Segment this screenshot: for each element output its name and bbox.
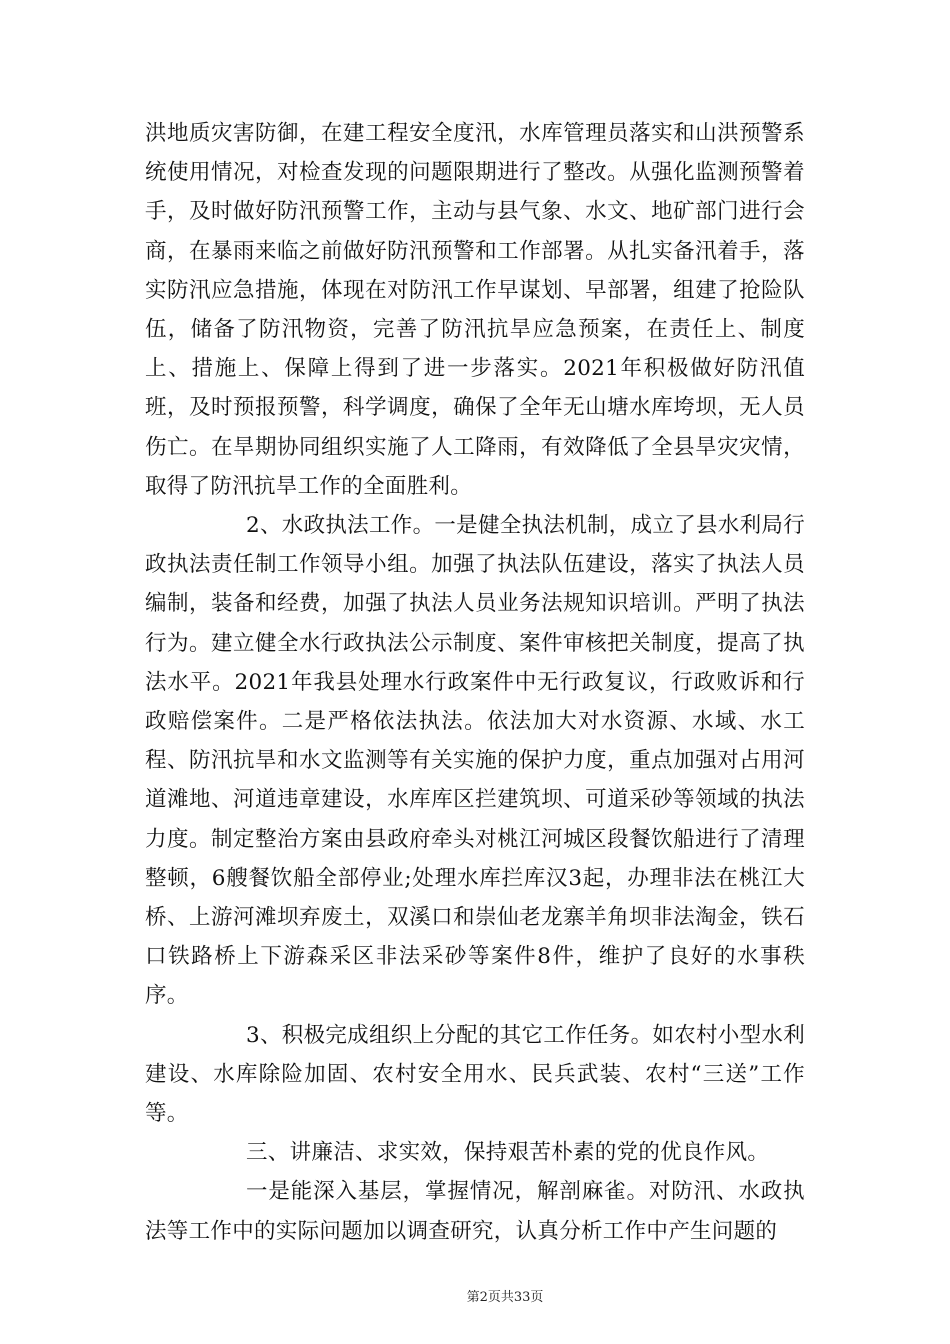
section-heading-integrity: 三、讲廉洁、求实效，保持艰苦朴素的党的优良作风。	[246, 1140, 770, 1166]
paragraph-grassroots: 一是能深入基层，掌握情况，解剖麻雀。对防汛、水政执法等工作中的实际问题加以调查研究，认真分析工作中产生问题的	[145, 1179, 805, 1244]
document-body	[145, 114, 805, 1251]
page-number-footer: 第2页共33页	[466, 1290, 544, 1305]
paragraph-water-law-enforcement: 2、水政执法工作。一是健全执法机制，成立了县水利局行政执法责任制工作领导小组。加强了执法队伍建设，落实了执法人员编制，装备和经费，加强了执法人员业务法规知识培训。严明了执法行为。建立健全水行政执法公示制度、案件审核把关制度，提高了执法水平。2021年我县处理水行政案件中无行政复议，行政败诉和行政赔偿案件。二是严格依法执法。依法加大对水资源、水域、水工程、防汛抗旱和水文监测等有关实施的保护力度，重点加强对占用河道滩地、河道违章建设，水库库区拦建筑坝、可道采砂等领域的执法力度。制定整治方案由县政府牵头对桃江河城区段餐饮船进行了清理整顿，6艘餐饮船全部停业;处理水库拦库汉3起，办理非法在桃江大桥、上游河滩坝弃废土，双溪口和崇仙老龙寨羊角坝非法淘金，铁石口铁路桥上下游森采区非法采砂等案件8件，维护了良好的水事秩序。	[145, 513, 805, 1009]
paragraph-other-tasks: 3、积极完成组织上分配的其它工作任务。如农村小型水利建设、水库除险加固、农村安全用水、民兵武装、农村“三送”工作等。	[145, 1022, 805, 1127]
paragraph-flood-control-continued: 洪地质灾害防御，在建工程安全度汛，水库管理员落实和山洪预警系统使用情况，对检查发现的问题限期进行了整改。从强化监测预警着手，及时做好防汛预警工作，主动与县气象、水文、地矿部门进行会商，在暴雨来临之前做好防汛预警和工作部署。从扎实备汛着手，落实防汛应急措施，体现在对防汛工作早谋划、早部署，组建了抢险队伍，储备了防汛物资，完善了防汛抗旱应急预案，在责任上、制度上、措施上、保障上得到了进一步落实。2021年积极做好防汛值班，及时预报预警，科学调度，确保了全年无山塘水库垮坝，无人员伤亡。在旱期协同组织实施了人工降雨，有效降低了全县旱灾灾情，取得了防汛抗旱工作的全面胜利。	[145, 121, 805, 499]
